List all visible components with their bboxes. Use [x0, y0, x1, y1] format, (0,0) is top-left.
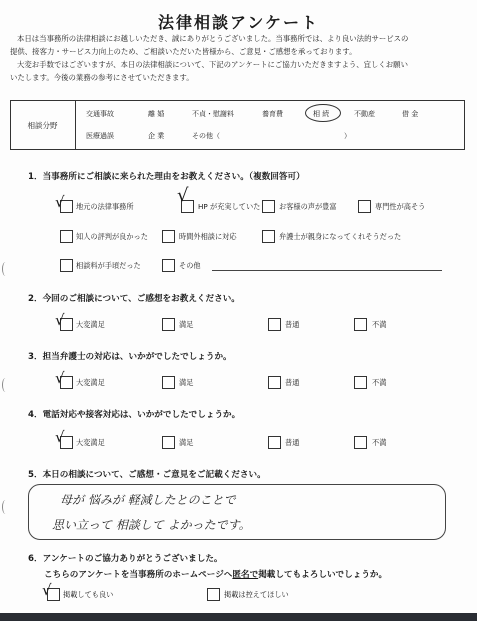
- checkbox[interactable]: [262, 230, 275, 243]
- intro-line: いたします。今後の業務の参考にさせていただきます。: [10, 73, 194, 82]
- page-title: 法律相談アンケート: [157, 13, 320, 32]
- checkbox[interactable]: [162, 230, 175, 243]
- checkbox-label: 大変満足: [76, 378, 105, 387]
- margin-mark: [2, 378, 9, 392]
- checkbox-label: 大変満足: [76, 320, 105, 329]
- margin-mark: [2, 262, 9, 276]
- checkbox-label: 不満: [372, 438, 387, 447]
- checkbox-label: 地元の法律事務所: [76, 202, 134, 211]
- intro-line: 本日は当事務所の法律相談にお越しいただき、誠にありがとうございました。当事務所では、より良い法的サービスの: [17, 34, 409, 43]
- check-mark-icon: √: [55, 193, 65, 211]
- checkbox[interactable]: [354, 436, 367, 449]
- checkbox-label: 掲載しても良い: [63, 590, 114, 599]
- checkbox[interactable]: [60, 230, 73, 243]
- checkbox-label: 普通: [285, 378, 300, 387]
- question-6-sub: [44, 568, 387, 580]
- intro-line: 提供、接客力・サービス力向上のため、ご相談いただいた皆様から、ご意見・ご感想を承っております。: [10, 47, 357, 56]
- checkbox[interactable]: [268, 436, 281, 449]
- check-mark-icon: √: [177, 185, 189, 206]
- checkbox[interactable]: [162, 259, 175, 272]
- checkbox[interactable]: [268, 376, 281, 389]
- checkbox-label: 知人の評判が良かった: [76, 232, 148, 241]
- field-option[interactable]: 離 婚: [148, 110, 165, 118]
- checkbox-label: 満足: [179, 438, 194, 447]
- checkbox-label: 時間外相談に対応: [179, 232, 237, 241]
- checkbox-label: 相談料が手頃だった: [76, 261, 141, 270]
- check-mark-icon: √: [55, 311, 65, 329]
- field-option[interactable]: 借 金: [402, 110, 419, 118]
- checkbox-label: 普通: [285, 320, 300, 329]
- intro-text: [10, 32, 468, 84]
- question-3: 3．担当弁護士の対応は、いかがでしたでしょうか。: [28, 352, 232, 362]
- field-option[interactable]: 養育費: [262, 110, 283, 118]
- checkbox[interactable]: [207, 588, 220, 601]
- consultation-field-table: [10, 100, 465, 150]
- check-mark-icon: √: [55, 428, 65, 446]
- checkbox-label: 不満: [372, 320, 387, 329]
- checkbox[interactable]: [60, 259, 73, 272]
- question-1: 1．当事務所にご相談に来られた理由をお教えください。（複数回答可）: [28, 172, 305, 182]
- comment-line: 思い立って 相談して よかったです。: [52, 518, 251, 532]
- checkbox-label: その他: [179, 261, 201, 270]
- field-option[interactable]: 企 業: [148, 132, 165, 140]
- field-option-other[interactable]: その他（: [192, 132, 220, 140]
- footer-bar: [0, 613, 477, 621]
- q6-sub-post: 掲載してもよろしいでしょうか。: [258, 570, 388, 580]
- field-option[interactable]: 不動産: [354, 110, 375, 118]
- question-5: 5．本日の相談について、ご感想・ご意見をご記載ください。: [28, 470, 266, 480]
- field-option[interactable]: 不貞・慰謝料: [192, 110, 234, 118]
- checkbox[interactable]: [354, 376, 367, 389]
- checkbox-label: 弁護士が親身になってくれそうだった: [279, 232, 402, 241]
- selected-circle: [305, 104, 341, 122]
- checkbox-label: 掲載は控えてほしい: [224, 590, 289, 599]
- q6-sub-emph: 匿名で: [232, 570, 259, 580]
- checkbox[interactable]: [358, 200, 371, 213]
- check-mark-icon: √: [55, 369, 65, 387]
- checkbox[interactable]: [268, 318, 281, 331]
- other-write-in-line[interactable]: [212, 270, 442, 271]
- comment-line: 母が 悩みが 軽減したとのことで: [60, 493, 236, 507]
- field-option[interactable]: 医療過誤: [86, 132, 114, 140]
- checkbox-label: お客様の声が豊富: [279, 202, 337, 211]
- intro-line: 大変お手数ではございますが、本日の法律相談について、下記のアンケートにご協力いただきますよう、宜しくお願い: [17, 60, 408, 69]
- field-option-other-close: ）: [344, 132, 351, 140]
- checkbox[interactable]: [162, 436, 175, 449]
- checkbox-label: 満足: [179, 320, 194, 329]
- field-option-selected[interactable]: 相 続: [313, 110, 330, 118]
- checkbox-label: 専門性が高そう: [375, 202, 426, 211]
- question-6: 6．アンケートのご協力ありがとうございました。: [28, 554, 223, 564]
- margin-mark: [2, 500, 9, 514]
- checkbox[interactable]: [162, 318, 175, 331]
- field-option[interactable]: 交通事故: [86, 110, 114, 118]
- checkbox[interactable]: [162, 376, 175, 389]
- checkbox[interactable]: [354, 318, 367, 331]
- checkbox-label: 大変満足: [76, 438, 105, 447]
- check-mark-icon: √: [42, 581, 52, 599]
- q6-sub-pre: こちらのアンケートを当事務所のホームページへ: [44, 570, 233, 580]
- checkbox-label: 普通: [285, 438, 300, 447]
- checkbox-label: HP が充実していた: [198, 202, 261, 211]
- consultation-field-label: 相談分野: [10, 100, 76, 150]
- checkbox-label: 不満: [372, 378, 387, 387]
- checkbox[interactable]: [262, 200, 275, 213]
- question-2: 2．今回のご相談について、ご感想をお教えください。: [28, 294, 240, 304]
- question-4: 4．電話対応や接客対応は、いかがでしたでしょうか。: [28, 410, 241, 420]
- checkbox-label: 満足: [179, 378, 194, 387]
